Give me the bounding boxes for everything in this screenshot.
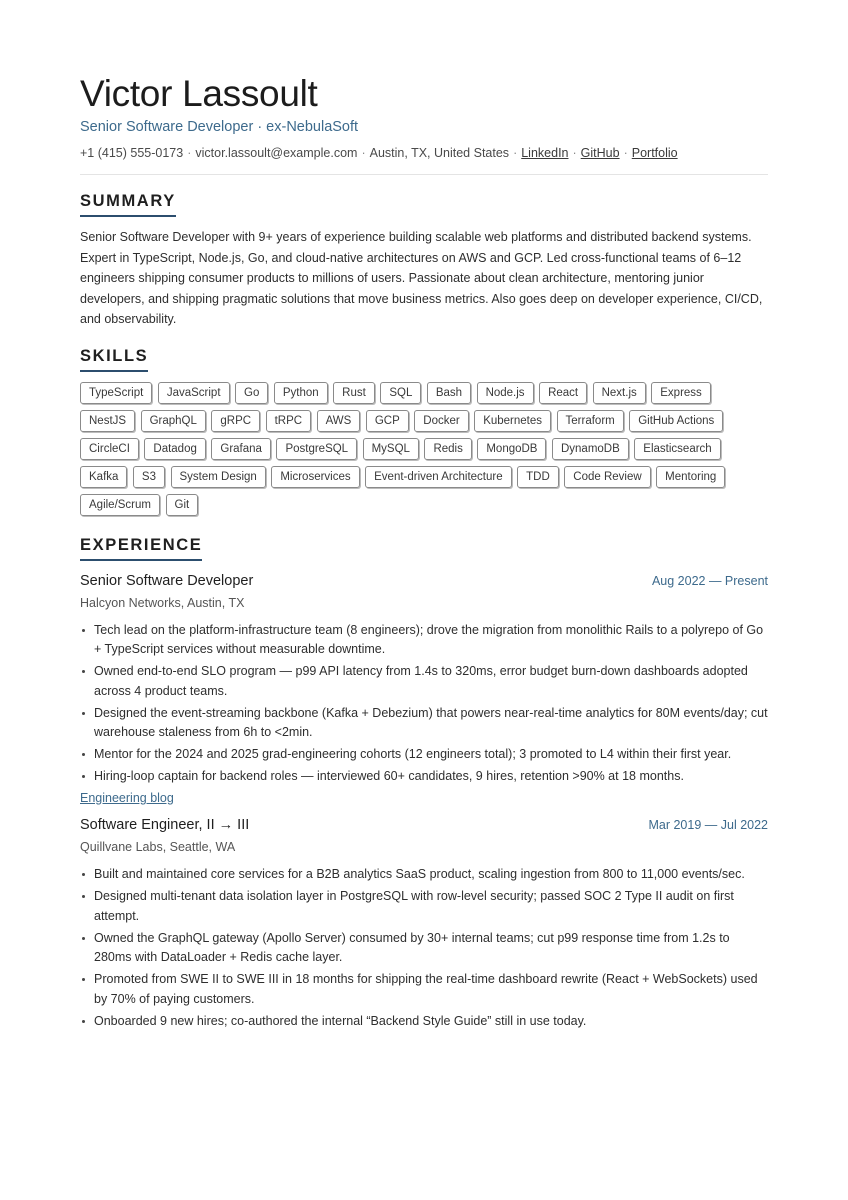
job-company: Quillvane Labs, Seattle, WA [80, 840, 236, 854]
engineering-blog-link[interactable]: Engineering blog [80, 791, 174, 805]
skill-chip: MySQL [363, 438, 419, 460]
skills-title: SKILLS [80, 346, 149, 365]
skill-chip: CircleCI [80, 438, 139, 460]
skill-chip: PostgreSQL [276, 438, 357, 460]
linkedin-link[interactable]: LinkedIn [521, 146, 569, 160]
section-heading [80, 346, 148, 372]
job-bullets [80, 865, 768, 1031]
job-title: Senior Software Developer [80, 572, 254, 589]
skill-chip: SQL [380, 382, 421, 404]
job-bullet: Owned end-to-end SLO program — p99 API latency from 1.4s to 320ms, error budget burn-down dashboards adopted across 4 product teams. [80, 662, 768, 701]
skill-chip: Node.js [477, 382, 534, 404]
skill-chip: Mentoring [656, 466, 725, 488]
job-company: Halcyon Networks, Austin, TX [80, 595, 245, 610]
job-entry [80, 815, 768, 1031]
skill-chip: Elasticsearch [634, 438, 720, 460]
job-bullets [80, 621, 768, 787]
resume-page [80, 72, 768, 1034]
skill-chip: JavaScript [158, 382, 230, 404]
section-underline [80, 559, 202, 561]
summary-section [80, 191, 768, 330]
job-bullet: Mentor for the 2024 and 2025 grad-engineering cohorts (12 engineers total); 3 promoted to L4 within their first year. [80, 745, 768, 765]
skill-chip: S3 [133, 466, 165, 488]
skill-chip: Event-driven Architecture [365, 466, 511, 488]
location: Austin, TX, United States [369, 146, 510, 160]
skill-chip: Go [235, 382, 268, 404]
skill-chip: GitHub Actions [629, 410, 723, 432]
skill-chip: Agile/Scrum [80, 494, 160, 516]
skill-chip: DynamoDB [552, 438, 629, 460]
section-heading [80, 535, 202, 561]
skill-chip: Code Review [564, 466, 650, 488]
experience-section [80, 535, 768, 1032]
skill-chip: NestJS [80, 410, 135, 432]
experience-title: EXPERIENCE [80, 535, 203, 554]
skill-chip: Kubernetes [474, 410, 551, 432]
section-underline [80, 215, 176, 217]
skill-chip: gRPC [211, 410, 260, 432]
job-bullet: Hiring-loop captain for backend roles — interviewed 60+ candidates, 9 hires, retention >90% at 18 months. [80, 767, 768, 787]
separator: · [513, 146, 518, 160]
skill-chip: Grafana [211, 438, 271, 460]
job-bullet: Tech lead on the platform-infrastructure team (8 engineers); drove the migration from monolithic Rails to a polyrepo of Go + TypeScript services without measurable downtime. [80, 621, 768, 660]
separator: · [361, 146, 366, 160]
skill-chip: Redis [424, 438, 471, 460]
phone-number: +1 (415) 555-0173 [80, 146, 184, 160]
separator: · [623, 146, 628, 160]
job-bullet: Promoted from SWE II to SWE III in 18 months for shipping the real-time dashboard rewrite (React + WebSockets) used by 70% of paying customers. [80, 970, 768, 1009]
skill-chip: GCP [366, 410, 409, 432]
skill-chip: Git [166, 494, 199, 516]
skill-chip: Docker [414, 410, 468, 432]
job-bullet: Built and maintained core services for a B2B analytics SaaS product, scaling ingestion from 800 to 11,000 events/sec. [80, 865, 768, 885]
section-underline [80, 370, 148, 372]
job-title: Software Engineer, II → III [80, 817, 250, 833]
skill-chip: tRPC [266, 410, 311, 432]
skill-chip: Kafka [80, 466, 127, 488]
skill-chip: Rust [333, 382, 375, 404]
skill-chip: Terraform [557, 410, 624, 432]
skill-chip: Python [274, 382, 328, 404]
skill-chip: GraphQL [141, 410, 206, 432]
job-bullet: Designed the event-streaming backbone (Kafka + Debezium) that powers near-real-time analytics for 80M events/day; cut warehouse staleness from 6h to <2min. [80, 704, 768, 743]
separator: · [187, 146, 192, 160]
contact-line [80, 144, 768, 162]
skill-chip: MongoDB [477, 438, 546, 460]
skills-list [80, 382, 770, 516]
github-link[interactable]: GitHub [580, 146, 620, 160]
section-heading [80, 191, 176, 217]
email-address: victor.lassoult@example.com [195, 146, 358, 160]
skill-chip: Microservices [271, 466, 359, 488]
headline: Senior Software Developer · ex-NebulaSoft [80, 119, 359, 135]
job-dates: Aug 2022 — Present [651, 573, 768, 588]
portfolio-link[interactable]: Portfolio [631, 146, 678, 160]
skill-chip: Bash [427, 382, 471, 404]
job-entry [80, 571, 768, 808]
summary-title: SUMMARY [80, 192, 176, 210]
job-bullet: Onboarded 9 new hires; co-authored the internal “Backend Style Guide” still in use today. [80, 1012, 768, 1032]
job-header [80, 815, 768, 835]
skill-chip: Next.js [593, 382, 646, 404]
job-header [80, 571, 768, 591]
skills-section [80, 346, 768, 516]
skill-chip: Express [651, 382, 711, 404]
job-bullet: Owned the GraphQL gateway (Apollo Server) consumed by 30+ internal teams; cut p99 response time from 1.2s to 280ms with DataLoader + Redis cache layer. [80, 929, 768, 968]
skill-chip: Datadog [144, 438, 205, 460]
skill-chip: System Design [171, 466, 266, 488]
skill-chip: React [539, 382, 587, 404]
separator: · [572, 146, 577, 160]
skill-chip: AWS [317, 410, 361, 432]
job-dates: Mar 2019 — Jul 2022 [648, 818, 768, 832]
candidate-name: Victor Lassoult [80, 73, 318, 114]
summary-text: Senior Software Developer with 9+ years of experience building scalable web platforms and distributed backend systems. Expert in TypeScript, Node.js, Go, and cloud-native architectures on AWS and GCP. Led cross-functional teams of 6–12 engineers shipping consumer products to millions of users. Passionate about clean architecture, mentoring junior developers, and shipping pragmatic solutions that move business metrics. Also goes deep on developer experience, CI/CD, and observability. [80, 230, 763, 326]
skill-chip: TypeScript [80, 382, 152, 404]
job-bullet: Designed multi-tenant data isolation layer in PostgreSQL with row-level security; passed SOC 2 Type II audit on first attempt. [80, 887, 768, 926]
skill-chip: TDD [517, 466, 559, 488]
header-divider [80, 174, 768, 175]
